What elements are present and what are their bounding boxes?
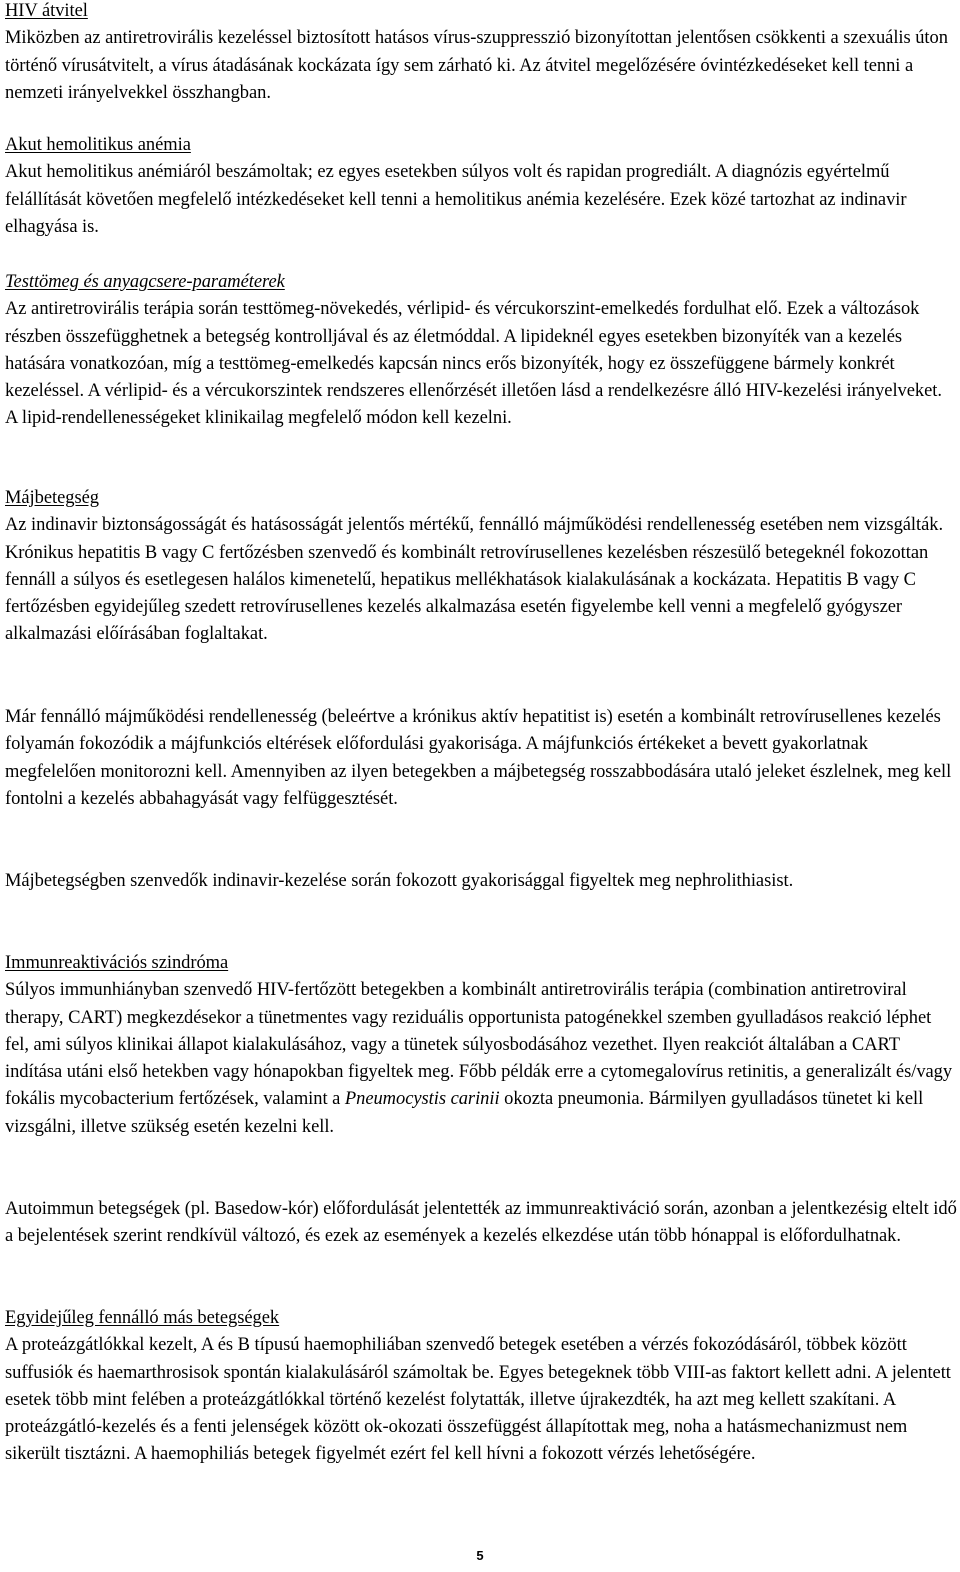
- section-immune-reactivation-paragraph-2: [5, 1196, 957, 1251]
- paragraph-text: Súlyos immunhiányban szenvedő HIV-fertőzött betegekben a kombinált antiretrovirális terápia (combination antiretroviral therapy, CART) megkezdésekor a tünetmentes vagy reziduális opportunista patogénekkel szemben gyulladásos reakció léphet fel, ami súlyos klinikai állapot kialakulásához, vagy a tünetek súlyosbodásához vezethet. Ilyen reakciót általában a CART indítása utáni első hetekben vagy hónapokban figyeltek meg. Főbb példák erre a cytomegalovírus retinitis, a generalizált és/vagy fokális mycobacterium fertőzések, valamint a: [5, 980, 953, 1110]
- section-heading: Akut hemolitikus anémia: [5, 135, 191, 155]
- section-paragraph: [5, 977, 957, 1141]
- italic-species-name: Pneumocystis carinii: [344, 1089, 500, 1110]
- section-paragraph: Miközben az antiretrovirális kezeléssel biztosított hatásos vírus-szuppresszió bizonyítottan jelentősen csökkenti a szexuális úton történő vírusátvitelt, a vírus átadásának kockázata így sem zárható ki. Az átvitel megelőzésére óvintézkedéseket kell tenni a nemzeti irányelvekkel összhangban.: [5, 28, 948, 103]
- section-paragraph: Autoimmun betegségek (pl. Basedow-kór) előfordulását jelentették az immunreaktiváció során, azonban a jelentkezésig eltelt idő a bejelentések szerint rendkívül változó, és ezek az események a kezelés elkezdése után több hónappal is előfordulhatnak.: [5, 1199, 957, 1247]
- section-paragraph: Már fennálló májműködési rendellenesség (beleértve a krónikus aktív hepatitist is) esetén a kombinált retrovírusellenes kezelés folyamán fokozódik a májfunkciós eltérések előfordulási gyakorisága. A májfunkciós értékeket a bevett gyakorlatnak megfelelően monitorozni kell. Amennyiben az ilyen betegekben a májbetegség rosszabbodására utaló jeleket észlelnek, meg kell fontolni a kezelés abbahagyását vagy felfüggesztését.: [5, 707, 952, 809]
- section-weight-metabolism: [5, 269, 957, 433]
- section-heading: Egyidejűleg fennálló más betegségek: [5, 1308, 280, 1328]
- section-liver-disease: [5, 485, 957, 649]
- section-paragraph: A proteázgátlókkal kezelt, A és B típusú haemophiliában szenvedő betegek esetében a vérzés fokozódásáról, többek között suffusiók és haemarthrosisok spontán kialakulásáról számoltak be. Egyes betegeknek több VIII-as faktort kellett adni. A jelentett esetek több mint felében a proteázgátlókkal történő kezelést folytatták, illetve újrakezdték, ha azt meg kellett szakítani. A proteázgátló-kezelés és a fenti jelenségek között ok-okozati összefüggést állapítottak meg, noha a hatásmechanizmust nem sikerült tisztázni. A haemophiliás betegek figyelmét ezért fel kell hívni a fokozott vérzés lehetőségére.: [5, 1335, 951, 1465]
- section-paragraph: Az antiretrovirális terápia során testtömeg-növekedés, vérlipid- és vércukorszint-emelkedés fordulhat elő. Ezek a változások részben összefügghetnek a betegség kontrolljával és az életmóddal. A lipideknél egyes esetekben bizonyíték van a kezelés hatására vonatkozóan, míg a testtömeg-emelkedés kapcsán nincs erős bizonyíték, hogy ez összefüggene bármely konkrét kezeléssel. A vérlipid- és a vércukorszintek rendszeres ellenőrzését illetően lásd a rendelkezésre álló HIV-kezelési irányelveket. A lipid-rendellenességeket klinikailag megfelelő módon kell kezelni.: [5, 299, 942, 429]
- page-number: 5: [476, 1548, 484, 1563]
- paragraph-text: okozta pneumonia. Bármilyen gyulladásos tünetet ki kell vizsgálni, illetve szükség esetén kezelni kell.: [5, 1089, 924, 1137]
- section-heading: Testtömeg és anyagcsere-paraméterek: [5, 272, 285, 292]
- section-immune-reactivation: [5, 950, 957, 1141]
- section-paragraph: Akut hemolitikus anémiáról beszámoltak; ez egyes esetekben súlyos volt és rapidan progrediált. A diagnózis egyértelmű felállítását követően megfelelő intézkedéseket kell tenni a hemolitikus anémia kezelésére. Ezek közé tartozhat az indinavir elhagyása is.: [5, 162, 907, 237]
- section-heading: Immunreaktivációs szindróma: [5, 953, 229, 973]
- section-heading: Májbetegség: [5, 488, 99, 508]
- section-hiv-transmission: [5, 0, 957, 107]
- section-paragraph: Az indinavir biztonságosságát és hatásosságát jelentős mértékű, fennálló májműködési rendellenesség esetében nem vizsgálták. Krónikus hepatitis B vagy C fertőzésben szenvedő és kombinált retrovírusellenes kezelésben részesülő betegeknél fokozottan fennáll a súlyos és esetlegesen halálos kimenetelű, hepatikus mellékhatások kialakulásának a kockázata. Hepatitis B vagy C fertőzésben egyidejűleg szedett retrovírusellenes kezelés alkalmazása esetén figyelembe kell venni a megfelelő gyógyszer alkalmazási előírásában foglaltakat.: [5, 515, 944, 645]
- section-hemolytic-anemia: [5, 132, 957, 241]
- section-liver-disease-paragraph-2: [5, 704, 957, 813]
- section-heading: HIV átvitel: [5, 1, 88, 21]
- section-liver-disease-paragraph-3: [5, 868, 957, 895]
- section-concomitant-diseases: [5, 1305, 957, 1469]
- section-paragraph: Májbetegségben szenvedők indinavir-kezelése során fokozott gyakorisággal figyeltek meg nephrolithiasist.: [5, 871, 794, 891]
